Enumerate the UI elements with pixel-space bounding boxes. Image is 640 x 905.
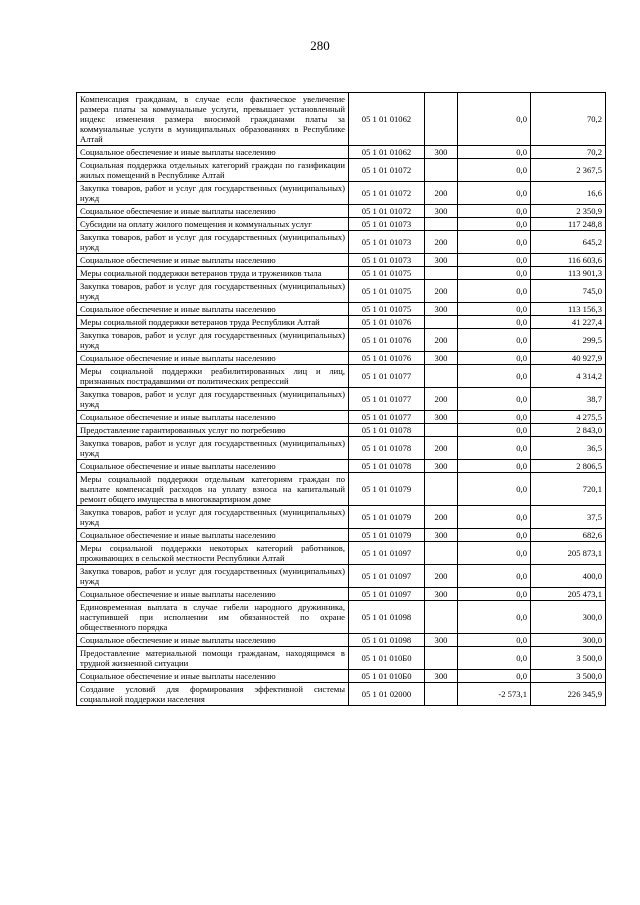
row-change-amount: 0,0 — [458, 411, 531, 424]
row-code: 05 1 01 01076 — [349, 352, 425, 365]
row-expense-type: 300 — [425, 303, 458, 316]
row-total-amount: 113 901,3 — [531, 267, 606, 280]
table-row — [77, 365, 606, 388]
row-change-amount: 0,0 — [458, 601, 531, 634]
row-code: 05 1 01 01075 — [349, 280, 425, 303]
row-change-amount: 0,0 — [458, 506, 531, 529]
row-code: 05 1 01 01073 — [349, 218, 425, 231]
row-total-amount: 113 156,3 — [531, 303, 606, 316]
table-row — [77, 231, 606, 254]
row-code: 05 1 01 01072 — [349, 205, 425, 218]
row-expense-type: 300 — [425, 352, 458, 365]
page-number: 280 — [310, 38, 330, 53]
row-expense-type: 200 — [425, 388, 458, 411]
row-change-amount: 0,0 — [458, 329, 531, 352]
table-row — [77, 683, 606, 706]
row-expense-type: 300 — [425, 146, 458, 159]
row-total-amount: 16,6 — [531, 182, 606, 205]
row-change-amount: 0,0 — [458, 529, 531, 542]
row-expense-type — [425, 473, 458, 506]
row-name: Социальная поддержка отдельных категорий граждан по газификации жилых помещений в Республике Алтай — [77, 159, 349, 182]
row-code: 05 1 01 01078 — [349, 460, 425, 473]
row-name: Закупка товаров, работ и услуг для государственных (муниципальных) нужд — [77, 329, 349, 352]
row-change-amount: 0,0 — [458, 93, 531, 146]
row-expense-type: 200 — [425, 231, 458, 254]
row-name: Социальное обеспечение и иные выплаты населению — [77, 352, 349, 365]
row-name: Социальное обеспечение и иные выплаты населению — [77, 588, 349, 601]
row-change-amount: 0,0 — [458, 316, 531, 329]
row-code: 05 1 01 01077 — [349, 365, 425, 388]
row-total-amount: 2 367,5 — [531, 159, 606, 182]
row-code: 05 1 01 01075 — [349, 303, 425, 316]
row-code: 05 1 01 01072 — [349, 159, 425, 182]
row-total-amount: 40 927,9 — [531, 352, 606, 365]
row-code: 05 1 01 01097 — [349, 565, 425, 588]
row-total-amount: 226 345,9 — [531, 683, 606, 706]
row-code: 05 1 01 01076 — [349, 316, 425, 329]
row-code: 05 1 01 01097 — [349, 588, 425, 601]
row-expense-type: 300 — [425, 205, 458, 218]
row-total-amount: 300,0 — [531, 601, 606, 634]
row-code: 05 1 01 01076 — [349, 329, 425, 352]
row-name: Социальное обеспечение и иные выплаты населению — [77, 670, 349, 683]
row-name: Меры социальной поддержки некоторых категорий работников, проживающих в сельской местности Республики Алтай — [77, 542, 349, 565]
row-name: Меры социальной поддержки реабилитированных лиц и лиц, признанных пострадавшими от политических репрессий — [77, 365, 349, 388]
budget-table — [76, 92, 606, 706]
row-name: Социальное обеспечение и иные выплаты населению — [77, 634, 349, 647]
table-row — [77, 634, 606, 647]
row-total-amount: 3 500,0 — [531, 670, 606, 683]
row-change-amount: 0,0 — [458, 565, 531, 588]
table-row — [77, 159, 606, 182]
row-expense-type: 300 — [425, 254, 458, 267]
row-name: Социальное обеспечение и иные выплаты населению — [77, 254, 349, 267]
row-change-amount: 0,0 — [458, 218, 531, 231]
row-name: Предоставление материальной помощи гражданам, находящимся в трудной жизненной ситуации — [77, 647, 349, 670]
row-change-amount: 0,0 — [458, 634, 531, 647]
row-name: Закупка товаров, работ и услуг для государственных (муниципальных) нужд — [77, 437, 349, 460]
row-change-amount: -2 573,1 — [458, 683, 531, 706]
row-expense-type: 300 — [425, 634, 458, 647]
row-expense-type: 300 — [425, 670, 458, 683]
row-total-amount: 70,2 — [531, 146, 606, 159]
row-total-amount: 205 873,1 — [531, 542, 606, 565]
table-row — [77, 460, 606, 473]
row-change-amount: 0,0 — [458, 205, 531, 218]
row-total-amount: 116 603,6 — [531, 254, 606, 267]
table-row — [77, 316, 606, 329]
table-row — [77, 205, 606, 218]
row-change-amount: 0,0 — [458, 437, 531, 460]
row-expense-type: 200 — [425, 182, 458, 205]
table-row — [77, 388, 606, 411]
row-name: Закупка товаров, работ и услуг для государственных (муниципальных) нужд — [77, 182, 349, 205]
row-code: 05 1 01 02000 — [349, 683, 425, 706]
row-code: 05 1 01 010Б0 — [349, 647, 425, 670]
row-name: Социальное обеспечение и иные выплаты населению — [77, 205, 349, 218]
row-total-amount: 400,0 — [531, 565, 606, 588]
row-expense-type: 300 — [425, 411, 458, 424]
row-name: Компенсация гражданам, в случае если фактическое увеличение размера платы за коммунальные услуги, превышает установленный индекс изменения размера вносимой гражданами платы за коммунальные услуги в муниципальных образованиях в Республике Алтай — [77, 93, 349, 146]
row-expense-type — [425, 365, 458, 388]
row-code: 05 1 01 01079 — [349, 529, 425, 542]
row-change-amount: 0,0 — [458, 424, 531, 437]
row-expense-type: 200 — [425, 506, 458, 529]
row-expense-type — [425, 647, 458, 670]
row-total-amount: 36,5 — [531, 437, 606, 460]
table-row — [77, 529, 606, 542]
table-row — [77, 588, 606, 601]
table-row — [77, 424, 606, 437]
row-code: 05 1 01 01073 — [349, 231, 425, 254]
table-row — [77, 411, 606, 424]
row-change-amount: 0,0 — [458, 267, 531, 280]
table-row — [77, 329, 606, 352]
row-total-amount: 682,6 — [531, 529, 606, 542]
row-name: Закупка товаров, работ и услуг для государственных (муниципальных) нужд — [77, 388, 349, 411]
row-expense-type: 300 — [425, 460, 458, 473]
table-row — [77, 146, 606, 159]
row-name: Меры социальной поддержки ветеранов труда Республики Алтай — [77, 316, 349, 329]
row-total-amount: 205 473,1 — [531, 588, 606, 601]
row-total-amount: 41 227,4 — [531, 316, 606, 329]
row-code: 05 1 01 01073 — [349, 254, 425, 267]
table-row — [77, 647, 606, 670]
row-change-amount: 0,0 — [458, 254, 531, 267]
table-row — [77, 542, 606, 565]
table-row — [77, 506, 606, 529]
row-total-amount: 4 275,5 — [531, 411, 606, 424]
row-expense-type: 300 — [425, 588, 458, 601]
row-change-amount: 0,0 — [458, 647, 531, 670]
row-code: 05 1 01 01075 — [349, 267, 425, 280]
row-name: Субсидии на оплату жилого помещения и коммунальных услуг — [77, 218, 349, 231]
row-expense-type: 200 — [425, 565, 458, 588]
row-total-amount: 2 843,0 — [531, 424, 606, 437]
row-name: Меры социальной поддержки отдельным категориям граждан по выплате компенсаций расходов на уплату взноса на капитальный ремонт общего имущества в многоквартирном доме — [77, 473, 349, 506]
row-code: 05 1 01 01097 — [349, 542, 425, 565]
table-row — [77, 280, 606, 303]
row-total-amount: 2 350,9 — [531, 205, 606, 218]
table-row — [77, 303, 606, 316]
row-code: 05 1 01 01062 — [349, 93, 425, 146]
table-row — [77, 670, 606, 683]
row-code: 05 1 01 01098 — [349, 634, 425, 647]
row-total-amount: 720,1 — [531, 473, 606, 506]
table-row — [77, 254, 606, 267]
table-row — [77, 182, 606, 205]
row-expense-type — [425, 601, 458, 634]
row-expense-type — [425, 267, 458, 280]
table-row — [77, 473, 606, 506]
row-change-amount: 0,0 — [458, 670, 531, 683]
row-change-amount: 0,0 — [458, 159, 531, 182]
row-total-amount: 745,0 — [531, 280, 606, 303]
row-code: 05 1 01 010Б0 — [349, 670, 425, 683]
row-code: 05 1 01 01072 — [349, 182, 425, 205]
row-total-amount: 645,2 — [531, 231, 606, 254]
row-code: 05 1 01 01077 — [349, 411, 425, 424]
table-row — [77, 437, 606, 460]
row-name: Закупка товаров, работ и услуг для государственных (муниципальных) нужд — [77, 565, 349, 588]
row-total-amount: 38,7 — [531, 388, 606, 411]
row-code: 05 1 01 01077 — [349, 388, 425, 411]
row-name: Закупка товаров, работ и услуг для государственных (муниципальных) нужд — [77, 280, 349, 303]
row-expense-type — [425, 424, 458, 437]
row-total-amount: 4 314,2 — [531, 365, 606, 388]
row-expense-type — [425, 683, 458, 706]
row-change-amount: 0,0 — [458, 182, 531, 205]
row-name: Социальное обеспечение и иные выплаты населению — [77, 460, 349, 473]
row-change-amount: 0,0 — [458, 460, 531, 473]
row-name: Социальное обеспечение и иные выплаты населению — [77, 529, 349, 542]
row-total-amount: 3 500,0 — [531, 647, 606, 670]
row-change-amount: 0,0 — [458, 352, 531, 365]
row-total-amount: 299,5 — [531, 329, 606, 352]
row-total-amount: 70,2 — [531, 93, 606, 146]
row-total-amount: 37,5 — [531, 506, 606, 529]
row-total-amount: 2 806,5 — [531, 460, 606, 473]
row-name: Социальное обеспечение и иные выплаты населению — [77, 303, 349, 316]
row-code: 05 1 01 01098 — [349, 601, 425, 634]
table-row — [77, 601, 606, 634]
row-change-amount: 0,0 — [458, 280, 531, 303]
row-expense-type: 300 — [425, 529, 458, 542]
table-row — [77, 352, 606, 365]
row-total-amount: 117 248,8 — [531, 218, 606, 231]
row-code: 05 1 01 01079 — [349, 506, 425, 529]
row-name: Единовременная выплата в случае гибели народного дружинника, наступившей при исполнении им обязанностей по охране общественного порядка — [77, 601, 349, 634]
row-total-amount: 300,0 — [531, 634, 606, 647]
row-change-amount: 0,0 — [458, 365, 531, 388]
table-row — [77, 267, 606, 280]
table-row — [77, 93, 606, 146]
row-expense-type — [425, 316, 458, 329]
row-change-amount: 0,0 — [458, 231, 531, 254]
row-name: Предоставление гарантированных услуг по погребению — [77, 424, 349, 437]
row-change-amount: 0,0 — [458, 473, 531, 506]
row-change-amount: 0,0 — [458, 146, 531, 159]
row-expense-type — [425, 159, 458, 182]
row-name: Закупка товаров, работ и услуг для государственных (муниципальных) нужд — [77, 506, 349, 529]
table-row — [77, 218, 606, 231]
row-name: Социальное обеспечение и иные выплаты населению — [77, 411, 349, 424]
table-row — [77, 565, 606, 588]
row-change-amount: 0,0 — [458, 588, 531, 601]
row-change-amount: 0,0 — [458, 388, 531, 411]
row-expense-type — [425, 93, 458, 146]
row-expense-type — [425, 542, 458, 565]
row-expense-type: 200 — [425, 280, 458, 303]
row-code: 05 1 01 01079 — [349, 473, 425, 506]
row-name: Создание условий для формирования эффективной системы социальной поддержки населения — [77, 683, 349, 706]
row-name: Закупка товаров, работ и услуг для государственных (муниципальных) нужд — [77, 231, 349, 254]
row-expense-type: 200 — [425, 437, 458, 460]
row-code: 05 1 01 01078 — [349, 437, 425, 460]
row-code: 05 1 01 01062 — [349, 146, 425, 159]
row-expense-type: 200 — [425, 329, 458, 352]
row-change-amount: 0,0 — [458, 542, 531, 565]
row-expense-type — [425, 218, 458, 231]
row-name: Социальное обеспечение и иные выплаты населению — [77, 146, 349, 159]
row-change-amount: 0,0 — [458, 303, 531, 316]
row-code: 05 1 01 01078 — [349, 424, 425, 437]
row-name: Меры социальной поддержки ветеранов труда и тружеников тыла — [77, 267, 349, 280]
